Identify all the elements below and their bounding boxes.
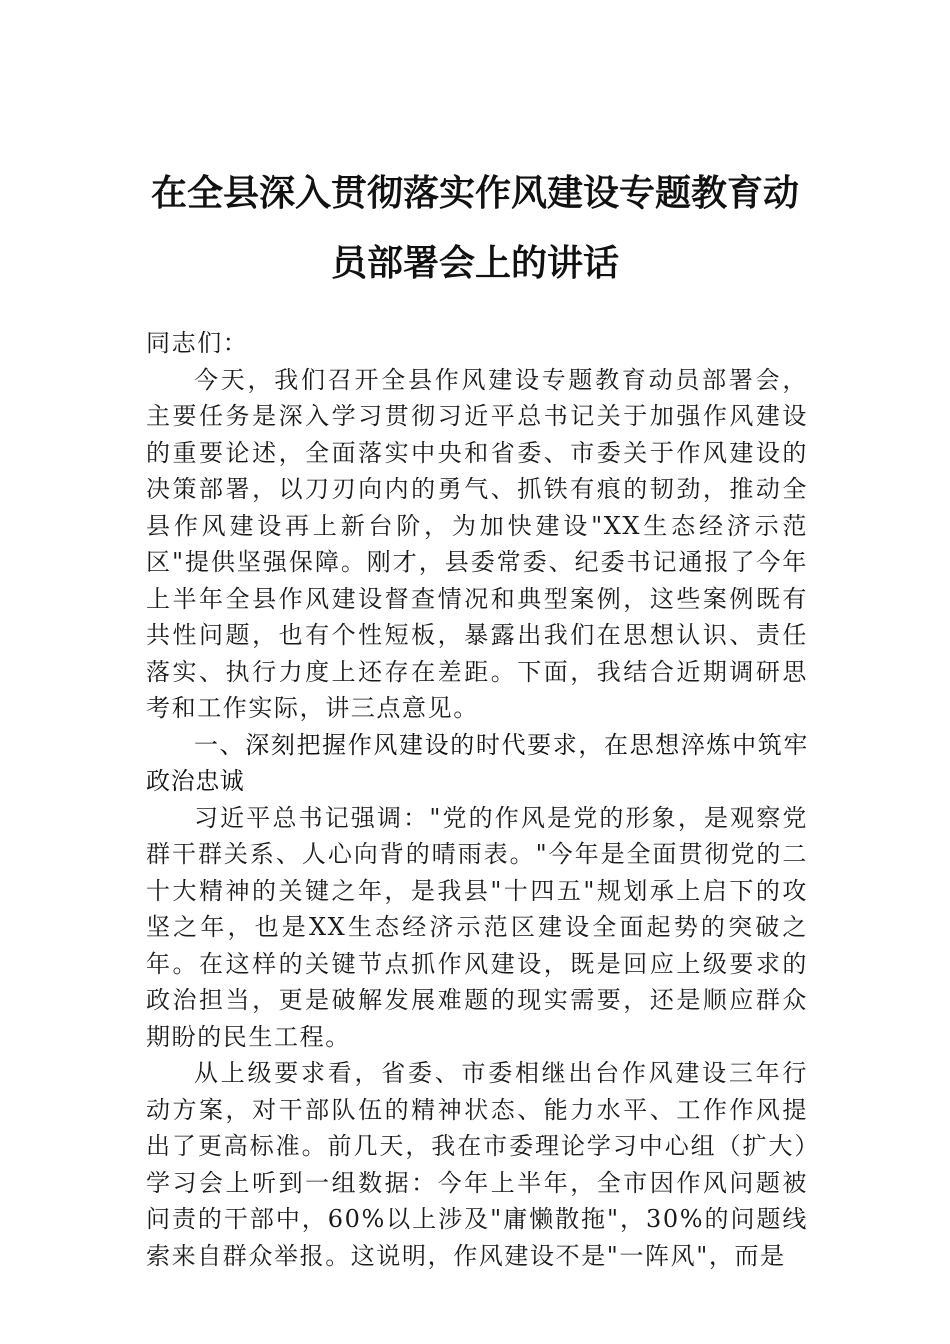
section-heading: 一、深刻把握作风建设的时代要求，在思想淬炼中筑牢政治忠诚 <box>146 730 808 795</box>
salutation: 同志们： <box>146 329 249 357</box>
document-body <box>146 325 808 1274</box>
document-title: 在全县深入贯彻落实作风建设专题教育动员部署会上的讲话 <box>150 172 799 284</box>
section-paragraph-1: 习近平总书记强调："党的作风是党的形象，是观察党群干群关系、人心向背的晴雨表。"今年是全面贯彻党的二十大精神的关键之年，是我县"十四五"规划承上启下的攻坚之年，也是XX生态经济示范区建设全面起势的突破之年。在这样的关键节点抓作风建设，既是回应上级要求的政治担当，更是破解发展难题的现实需要，还是顺应群众期盼的民生工程。 <box>146 803 808 1051</box>
section-paragraph-2: 从上级要求看，省委、市委相继出台作风建设三年行动方案，对干部队伍的精神状态、能力水平、工作作风提出了更高标准。前几天，我在市委理论学习中心组（扩大）学习会上听到一组数据：今年上半年，全市因作风问题被问责的干部中，60%以上涉及"庸懒散拖"，30%的问题线索来自群众举报。这说明，作风建设不是"一阵风"，而是 <box>146 1059 808 1270</box>
intro-paragraph: 今天，我们召开全县作风建设专题教育动员部署会，主要任务是深入学习贯彻习近平总书记关于加强作风建设的重要论述，全面落实中央和省委、市委关于作风建设的决策部署，以刀刃向内的勇气、抓铁有痕的韧劲，推动全县作风建设再上新台阶，为加快建设"XX生态经济示范区"提供坚强保障。刚才，县委常委、纪委书记通报了今年上半年全县作风建设督查情况和典型案例，这些案例既有共性问题，也有个性短板，暴露出我们在思想认识、责任落实、执行力度上还存在差距。下面，我结合近期调研思考和工作实际，讲三点意见。 <box>146 365 808 722</box>
